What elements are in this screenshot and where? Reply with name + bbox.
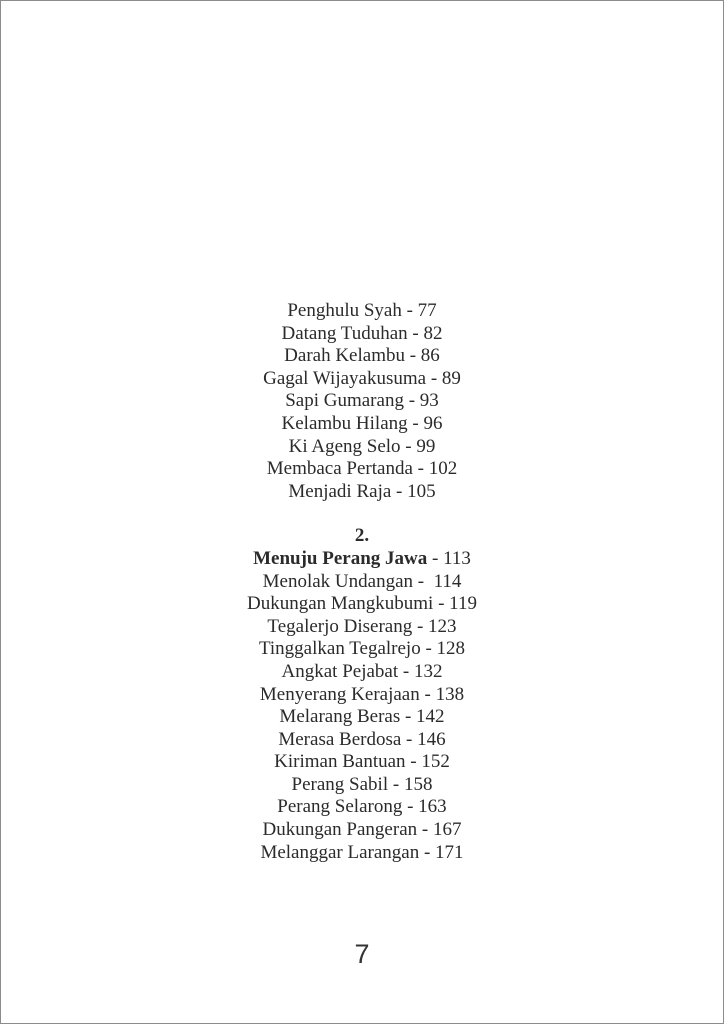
- toc-entry: Menjadi Raja - 105: [288, 480, 436, 502]
- toc-entry: Penghulu Syah - 77: [287, 300, 437, 321]
- toc-entry: Angkat Pejabat - 132: [281, 660, 443, 682]
- chapter-heading: [1, 548, 723, 571]
- table-of-contents: [1, 300, 723, 864]
- section-spacer: [1, 503, 723, 525]
- toc-entry: Perang Sabil - 158: [291, 773, 433, 795]
- page-number: 7: [354, 939, 370, 969]
- toc-entry: Gagal Wijayakusuma - 89: [263, 367, 461, 389]
- toc-entry: Membaca Pertanda - 102: [266, 458, 458, 480]
- toc-entry: Melanggar Larangan - 171: [260, 841, 464, 863]
- toc-entry: Dukungan Mangkubumi - 119: [247, 593, 477, 615]
- toc-entry: Tinggalkan Tegalrejo - 128: [258, 638, 466, 660]
- toc-entry: Kiriman Bantuan - 152: [274, 751, 450, 773]
- toc-entry: Merasa Berdosa - 146: [278, 728, 446, 750]
- toc-entry: Ki Ageng Selo - 99: [288, 435, 436, 457]
- toc-entry: Sapi Gumarang - 93: [285, 390, 439, 412]
- toc-entry: Tegalerjo Diserang - 123: [267, 615, 457, 637]
- toc-entry: Dukungan Pangeran - 167: [262, 819, 462, 841]
- toc-entry: Menolak Undangan - 114: [262, 570, 462, 592]
- chapter-title-page: - 113: [427, 547, 471, 569]
- toc-entry: Kelambu Hilang - 96: [281, 412, 443, 434]
- toc-entry: Datang Tuduhan - 82: [281, 322, 443, 344]
- chapter-number: 2.: [354, 525, 370, 547]
- toc-entry: Perang Selarong - 163: [277, 796, 447, 818]
- toc-entry: Menyerang Kerajaan - 138: [259, 683, 465, 705]
- chapter-title: Menuju Perang Jawa: [253, 547, 428, 569]
- toc-entry: Darah Kelambu - 86: [284, 345, 440, 367]
- toc-entry: Melarang Beras - 142: [279, 706, 445, 728]
